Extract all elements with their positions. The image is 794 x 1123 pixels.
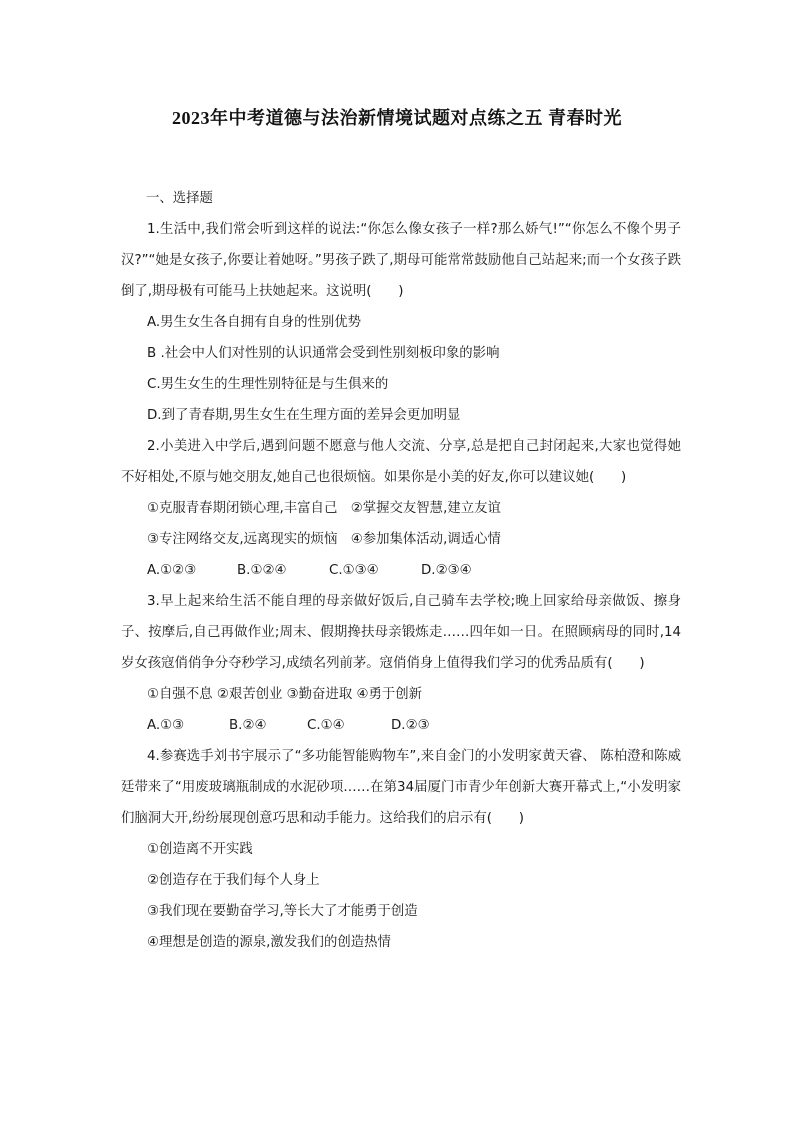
- question-4-statement-2: ②创造存在于我们每个人身上: [147, 873, 320, 888]
- question-3-choice-a: A.①③: [147, 718, 185, 733]
- question-2-choice-a: A.①②③: [147, 563, 197, 578]
- question-2-stem: 2.小美进入中学后,遇到问题不愿意与他人交流、分享,总是把自己封闭起来,大家也觉得她不好相处,不原与她交朋友,她自己也很烦恼。如果你是小美的好友,你可以建议她( ): [121, 439, 681, 485]
- document-title: 2023年中考道德与法治新情境试题对点练之五 青春时光: [172, 108, 622, 128]
- question-2-choice-d: D.②③④: [421, 563, 472, 578]
- question-3-choices: [121, 710, 681, 741]
- question-2-statement-line-2: ③专注网络交友,远离现实的烦恼 ④参加集体活动,调适心情: [147, 532, 501, 547]
- question-2-choices: [121, 555, 681, 586]
- question-4-statement-1: ①创造离不开实践: [147, 842, 253, 857]
- document-content: [121, 183, 681, 958]
- question-1-option-c: C.男生女生的生理性别特征是与生俱来的: [147, 377, 389, 392]
- question-4-stem: 4.参赛选手刘书宇展示了“多功能智能购物车”,来自金门的小发明家黄天睿、 陈柏澄和陈威廷带来了“用废玻璃瓶制成的水泥砂项……在第34届厦门市青少年创新大赛开幕式上,“小发明家们脑洞大开,纷纷展现创意巧思和动手能力。这给我们的启示有( ): [121, 749, 681, 826]
- question-1-option-b: B .社会中人们对性别的认识通常会受到性别刻板印象的影响: [147, 346, 500, 361]
- question-2-choice-c: C.①③④: [329, 563, 379, 578]
- question-3-stem: 3.早上起来给生活不能自理的母亲做好饭后,自己骑车去学校;晚上回家给母亲做饭、擦身子、按摩后,自己再做作业;周末、假期搀扶母亲锻炼走……四年如一日。在照顾病母的同时,14岁女孩寇俏俏争分夺秒学习,成绩名列前茅。寇俏俏身上值得我们学习的优秀品质有( ): [121, 594, 681, 671]
- question-1-stem: 1.生活中,我们常会听到这样的说法:“你怎么像女孩子一样?那么娇气!”“你怎么不像个男子汉?”“她是女孩子,你要让着她呀。”男孩子跌了,期母可能常常鼓励他自己站起来;而一个女孩子跌倒了,期母极有可能马上扶她起来。这说明( ): [121, 222, 681, 299]
- question-3-choice-d: D.②③: [391, 718, 430, 733]
- question-2-choice-b: B.①②④: [237, 563, 287, 578]
- question-1-option-d: D.到了青春期,男生女生在生理方面的差异会更加明显: [147, 408, 461, 423]
- question-1-option-a: A.男生女生各自拥有自身的性别优势: [147, 315, 362, 330]
- section-heading: 一、选择题: [146, 191, 213, 206]
- question-3-choice-b: B.②④: [229, 718, 267, 733]
- question-2-statement-line-1: ①克服青春期闭锁心理,丰富自己 ②掌握交友智慧,建立友谊: [147, 501, 501, 516]
- question-3-statements: ①自强不息 ②艰苦创业 ③勤奋进取 ④勇于创新: [147, 687, 423, 702]
- question-4-statement-4: ④理想是创造的源泉,激发我们的创造热情: [147, 935, 391, 950]
- question-4-statement-3: ③我们现在要勤奋学习,等长大了才能勇于创造: [147, 904, 418, 919]
- question-3-choice-c: C.①④: [307, 718, 345, 733]
